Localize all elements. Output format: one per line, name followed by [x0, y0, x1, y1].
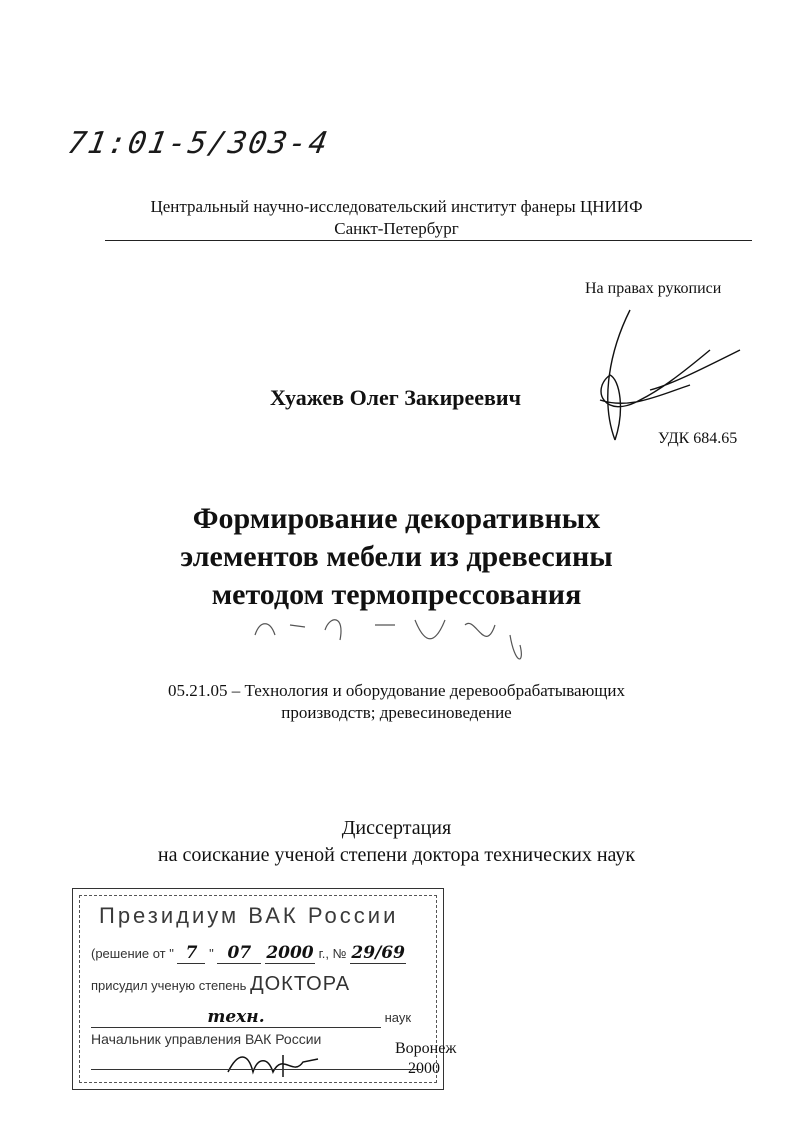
decision-mid: " [209, 946, 214, 961]
stamp-signature-line [91, 1069, 421, 1070]
institute-name: Центральный научно-исследовательский институт фанеры ЦНИИФ [150, 197, 643, 216]
science-field: техн. [91, 1007, 381, 1028]
stamp-header: Президиум ВАК России [99, 903, 399, 928]
decision-day: 7 [177, 943, 205, 964]
title-line: Формирование декоративных [192, 502, 601, 535]
specialty-line: 05.21.05 – Технология и оборудование деревообрабатывающих [168, 681, 625, 700]
catalog-number: 71:01-5/303-4 [64, 126, 332, 161]
rights-note: На правах рукописи [585, 280, 722, 297]
decision-month: 07 [217, 943, 261, 964]
decision-prefix: (решение от " [91, 946, 174, 961]
stamp-awarded-line [91, 973, 350, 996]
city: Воронеж [395, 1040, 457, 1057]
dissertation-label: Диссертация [341, 817, 452, 839]
chief-signature [223, 1047, 343, 1085]
decision-year-suffix: г., № [318, 946, 347, 961]
title-line: методом термопрессования [211, 578, 582, 611]
stamp-science-line [91, 1007, 411, 1028]
title-line: элементов мебели из древесины [180, 540, 613, 573]
dissertation-purpose: на соискание ученой степени доктора технических наук [157, 844, 636, 866]
specialty-line: производств; древесиноведение [281, 703, 512, 722]
handwritten-mark [235, 605, 535, 675]
institute-city: Санкт-Петербург [334, 219, 459, 238]
vak-stamp [72, 888, 444, 1090]
header-divider [105, 240, 752, 241]
decision-year: 2000 [266, 943, 314, 963]
specialty [0, 680, 793, 724]
dissertation-block [0, 815, 793, 869]
awarded-degree: ДОКТОРА [250, 973, 351, 995]
stamp-chief-label: Начальник управления ВАК России [91, 1031, 322, 1047]
udk-code: УДК 684.65 [658, 430, 738, 447]
author-name: Хуажев Олег Закиреевич [270, 385, 521, 410]
decision-number: 29/69 [351, 943, 405, 963]
stamp-decision-line [91, 943, 406, 964]
year: 2000 [408, 1060, 440, 1077]
awarded-prefix: присудил ученую степень [91, 978, 247, 993]
science-suffix: наук [384, 1010, 412, 1025]
dissertation-title [0, 500, 793, 614]
